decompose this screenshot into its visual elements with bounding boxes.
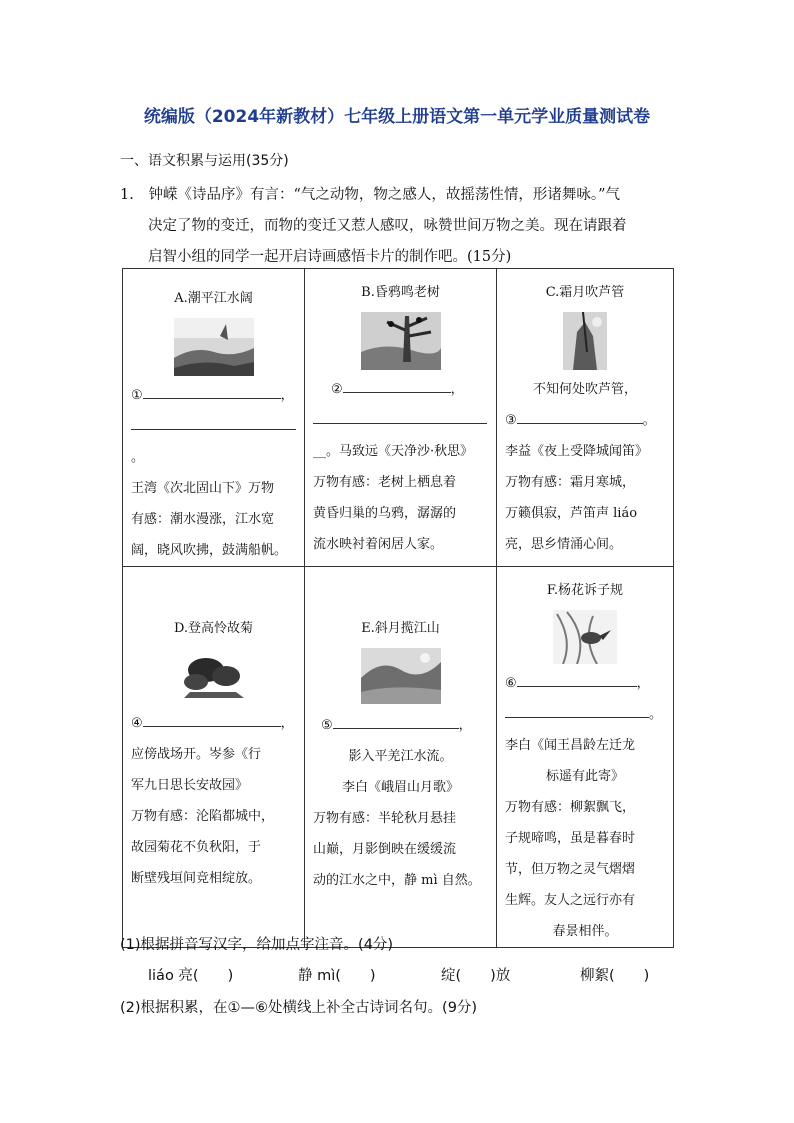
answer-blank-4[interactable] — [143, 708, 281, 727]
card-b-blank-line-1: ② ， — [313, 374, 488, 405]
card-f-feeling-1: 万物有感：柳絮飘飞， — [505, 800, 636, 815]
card-e-title: E.斜月揽江山 — [361, 621, 440, 636]
card-e-blank-line-1: ⑤ ， — [313, 710, 488, 741]
card-b — [305, 269, 497, 567]
card-c-line-1: 不知何处吹芦管， — [532, 382, 637, 397]
card-f-blank-line-2: 。 — [505, 699, 665, 730]
page-title: 统编版（2024年新教材）七年级上册语文第一单元学业质量测试卷 — [143, 107, 651, 127]
card-b-source: __。马致远《天净沙·秋思》 — [313, 444, 474, 459]
answer-blank-2a[interactable] — [343, 374, 451, 393]
card-d — [123, 567, 305, 948]
answer-blank-6b[interactable] — [505, 699, 649, 718]
card-c-feeling-3: 亮，思乡情涌心间。 — [505, 537, 623, 552]
card-c-feeling-2: 万籁俱寂，芦笛声 liáo — [505, 506, 638, 521]
moon-river-painting — [361, 648, 441, 706]
card-c-feeling-1: 万物有感：霜月寒城， — [505, 475, 636, 490]
card-b-feeling-3: 流水映衬着闲居人家。 — [313, 537, 444, 552]
sub-question-1: (1)根据拼音写汉字，给加点字注音。(4分) — [120, 937, 394, 953]
card-d-blank-line-1: ④ ， — [131, 708, 296, 739]
reed-pipe-painting — [563, 312, 607, 370]
card-d-feeling-2: 故园菊花不负秋阳，于 — [131, 840, 262, 855]
question-line-1: 钟嵘《诗品序》有言：“气之动物，物之感人，故摇荡性情，形诸舞咏。”气 — [148, 187, 621, 203]
card-d-feeling-3: 断壁残垣间竞相绽放。 — [131, 871, 262, 886]
question-line-3: 启智小组的同学一起开启诗画感悟卡片的制作吧。(15分) — [148, 249, 512, 265]
poem-card-table — [122, 268, 674, 948]
question-line-2: 决定了物的变迁，而物的变迁又惹人感叹，咏赞世间万物之美。现在请跟着 — [148, 218, 627, 234]
answer-blank-2b[interactable] — [313, 405, 487, 424]
card-a — [123, 269, 305, 567]
question-1 — [120, 180, 676, 273]
card-c-title: C.霜月吹芦管 — [545, 285, 625, 300]
answer-blank-3[interactable] — [517, 405, 643, 424]
card-a-feeling-1: 有感：潮水漫涨，江水宽 — [131, 512, 275, 527]
fill-item-b[interactable]: 静 mì( ) — [298, 968, 376, 984]
card-f-source-2: 标遥有此寄》 — [545, 769, 624, 784]
river-boat-painting — [174, 318, 254, 376]
card-e-source: 李白《峨眉山月歌》 — [341, 780, 459, 795]
card-f-feeling-4: 生辉。友人之远行亦有 — [505, 893, 636, 908]
fill-item-c[interactable]: 绽( )放 — [441, 968, 511, 984]
card-e-line-2: 影入平羌江水流。 — [348, 749, 453, 764]
card-a-feeling-2: 阔，晓风吹拂，鼓满船帆。 — [131, 543, 288, 558]
card-f-feeling-2: 子规啼鸣，虽是暮春时 — [505, 831, 636, 846]
card-c-source: 李益《夜上受降城闻笛》 — [505, 444, 649, 459]
card-f-source-1: 李白《闻王昌龄左迁龙 — [505, 738, 636, 753]
card-f-title: F.杨花诉子规 — [546, 583, 624, 598]
card-e-feeling-3: 动的江水之中，静 mì 自然。 — [313, 873, 481, 888]
card-b-title: B.昏鸦鸣老树 — [361, 285, 440, 300]
card-d-title: D.登高怜故菊 — [173, 621, 254, 636]
fill-item-d[interactable]: 柳絮( ) — [580, 968, 650, 984]
card-b-blank-line-2 — [313, 405, 488, 436]
card-f-feeling-3: 节，但万物之灵气熠熠 — [505, 862, 636, 877]
section-heading: 一、语文积累与运用(35分) — [120, 153, 289, 169]
crow-tree-painting — [361, 312, 441, 370]
card-e-feeling-2: 山巅，月影倒映在缓缓流 — [313, 842, 457, 857]
willow-cuckoo-painting — [553, 610, 617, 664]
sub-question-2: (2)根据积累，在①—⑥处横线上补全古诗词名句。(9分) — [120, 1000, 478, 1016]
answer-blank-1b[interactable] — [131, 411, 296, 430]
card-b-feeling-1: 万物有感：老树上栖息着 — [313, 475, 457, 490]
card-d-feeling-1: 万物有感：沦陷都城中， — [131, 809, 275, 824]
chrysanthemum-painting — [176, 648, 252, 704]
card-d-line-3: 军九日思长安故园》 — [131, 778, 249, 793]
card-a-blank-line-1: ① ， — [131, 380, 296, 411]
card-e-feeling-1: 万物有感：半轮秋月悬挂 — [313, 811, 457, 826]
card-a-title: A.潮平江水阔 — [174, 291, 253, 306]
card-f-blank-line-1: ⑥ ， — [505, 668, 665, 699]
card-f — [497, 567, 674, 948]
card-b-feeling-2: 黄昏归巢的乌鸦，潺潺的 — [313, 506, 457, 521]
answer-blank-6a[interactable] — [517, 668, 637, 687]
question-number: 1. — [120, 187, 134, 203]
fill-item-a[interactable]: liáo 亮( ) — [148, 968, 234, 984]
answer-blank-1a[interactable] — [143, 380, 281, 399]
card-e — [305, 567, 497, 948]
answer-blank-5[interactable] — [333, 710, 459, 729]
card-d-line-2: 应傍战场开。岑参《行 — [131, 747, 262, 762]
card-a-source: 王湾《次北固山下》万物 — [131, 481, 275, 496]
card-c-blank-line-1: ③ 。 — [505, 405, 665, 436]
card-a-blank-line-2: 。 — [131, 411, 296, 473]
card-f-feeling-5: 春景相伴。 — [552, 924, 618, 939]
card-c — [497, 269, 674, 567]
